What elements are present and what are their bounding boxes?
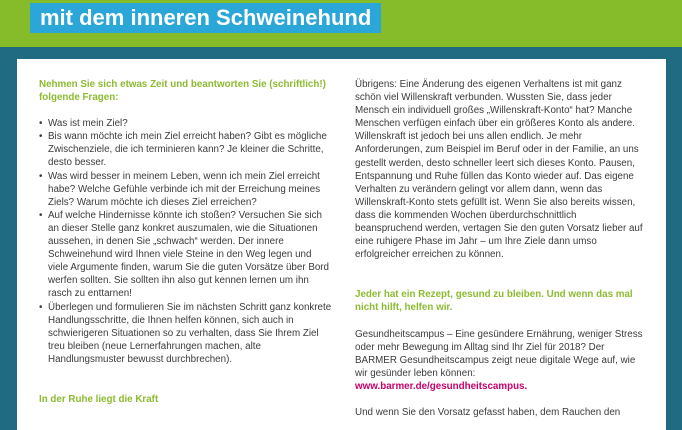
spacer <box>39 366 334 393</box>
spacer <box>355 315 643 328</box>
list-item: • Überlegen und formulieren Sie im nächsten Schritt ganz konkrete Handlungsschritte, die Ihnen helfen können, sich auch in schwierigeren Situationen so zu verhalten, dass Sie Ihrem Ziel treu bleiben (neue Lernerfahrungen machen, alte Handlungsmuster bewusst durchbrechen). <box>39 301 334 366</box>
list-item: • Was wird besser in meinem Leben, wenn ich mein Ziel erreicht habe? Welche Gefühle verbinde ich mit der Erreichung meines Ziels? Warum möchte ich dieses Ziel erreichen? <box>39 170 334 209</box>
list-item: • Was ist mein Ziel? <box>39 117 334 130</box>
right-column <box>355 78 643 419</box>
question-list <box>39 117 334 366</box>
list-item: • Bis wann möchte ich mein Ziel erreicht haben? Gibt es mögliche Zwischenziele, die ich terminieren kann? Je kleiner die Schritte, desto besser. <box>39 130 334 169</box>
recipe-heading: Jeder hat ein Rezept, gesund zu bleiben. Und wenn das mal nicht hilft, helfen wir. <box>355 289 633 314</box>
section-heading: In der Ruhe liegt die Kraft <box>39 393 159 405</box>
spacer <box>355 261 643 288</box>
campus-paragraph <box>355 328 643 393</box>
smoking-paragraph: Und wenn Sie den Vorsatz gefasst haben, dem Rauchen den <box>355 406 621 418</box>
campus-link[interactable]: www.barmer.de/gesundheitscampus. <box>355 380 528 392</box>
questions-heading: Nehmen Sie sich etwas Zeit und beantworten Sie (schriftlich!) folgende Fragen: <box>39 79 326 104</box>
list-item: • Auf welche Hindernisse könnte ich stoßen? Versuchen Sie sich an dieser Stelle ganz konkret auszumalen, wie die Situationen aussehen, in denen Sie „schwach“ werden. Der innere Schweinehund wird Ihnen viele Steine in den Weg legen und viele Argumente finden, warum Sie die guten Vorsätze über Bord werfen sollten. Sie sollten ihn also gut kennen lernen um ihn rasch zu enttarnen! <box>39 209 334 301</box>
page-title: mit dem inneren Schweinehund <box>30 3 381 33</box>
campus-text: Gesundheitscampus – Eine gesündere Ernährung, weniger Stress oder mehr Bewegung im Alltag sind Ihr Ziel für 2018? Der BARMER Gesundheitscampus zeigt neue digitale Wege auf, wie wir gesünder leben können: <box>355 328 643 379</box>
left-column <box>39 78 334 406</box>
left-side-bar <box>0 47 17 430</box>
content-panel <box>17 59 666 430</box>
right-side-bar <box>666 47 682 430</box>
willpower-paragraph: Übrigens: Eine Änderung des eigenen Verhaltens ist mit ganz schön viel Willenskraft verbunden. Wussten Sie, dass jeder Mensch ein individuell großes „Willenskraft-Konto“ hat? Manche Menschen verfügen einfach über ein größeres Konto als andere. Willenskraft ist jedoch bei uns allen endlich. Je mehr Anforderungen, zum Beispiel im Beruf oder in der Familie, an uns gestellt werden, desto schneller leert sich dieses Konto. Pausen, Entspannung und Ruhe füllen das Konto wieder auf. Das eigene Verhalten zu verändern gelingt vor allem dann, wenn das Willenskraft-Konto stets gefüllt ist. Wenn Sie also bereits wissen, dass die kommenden Wochen überdurchschnittlich beanspruchend werden, vertagen Sie den guten Vorsatz lieber auf eine ruhigere Phase im Jahr – um Ihre Ziele dann umso erfolgreicher erreichen zu können. <box>355 79 643 261</box>
spacer <box>355 393 643 406</box>
